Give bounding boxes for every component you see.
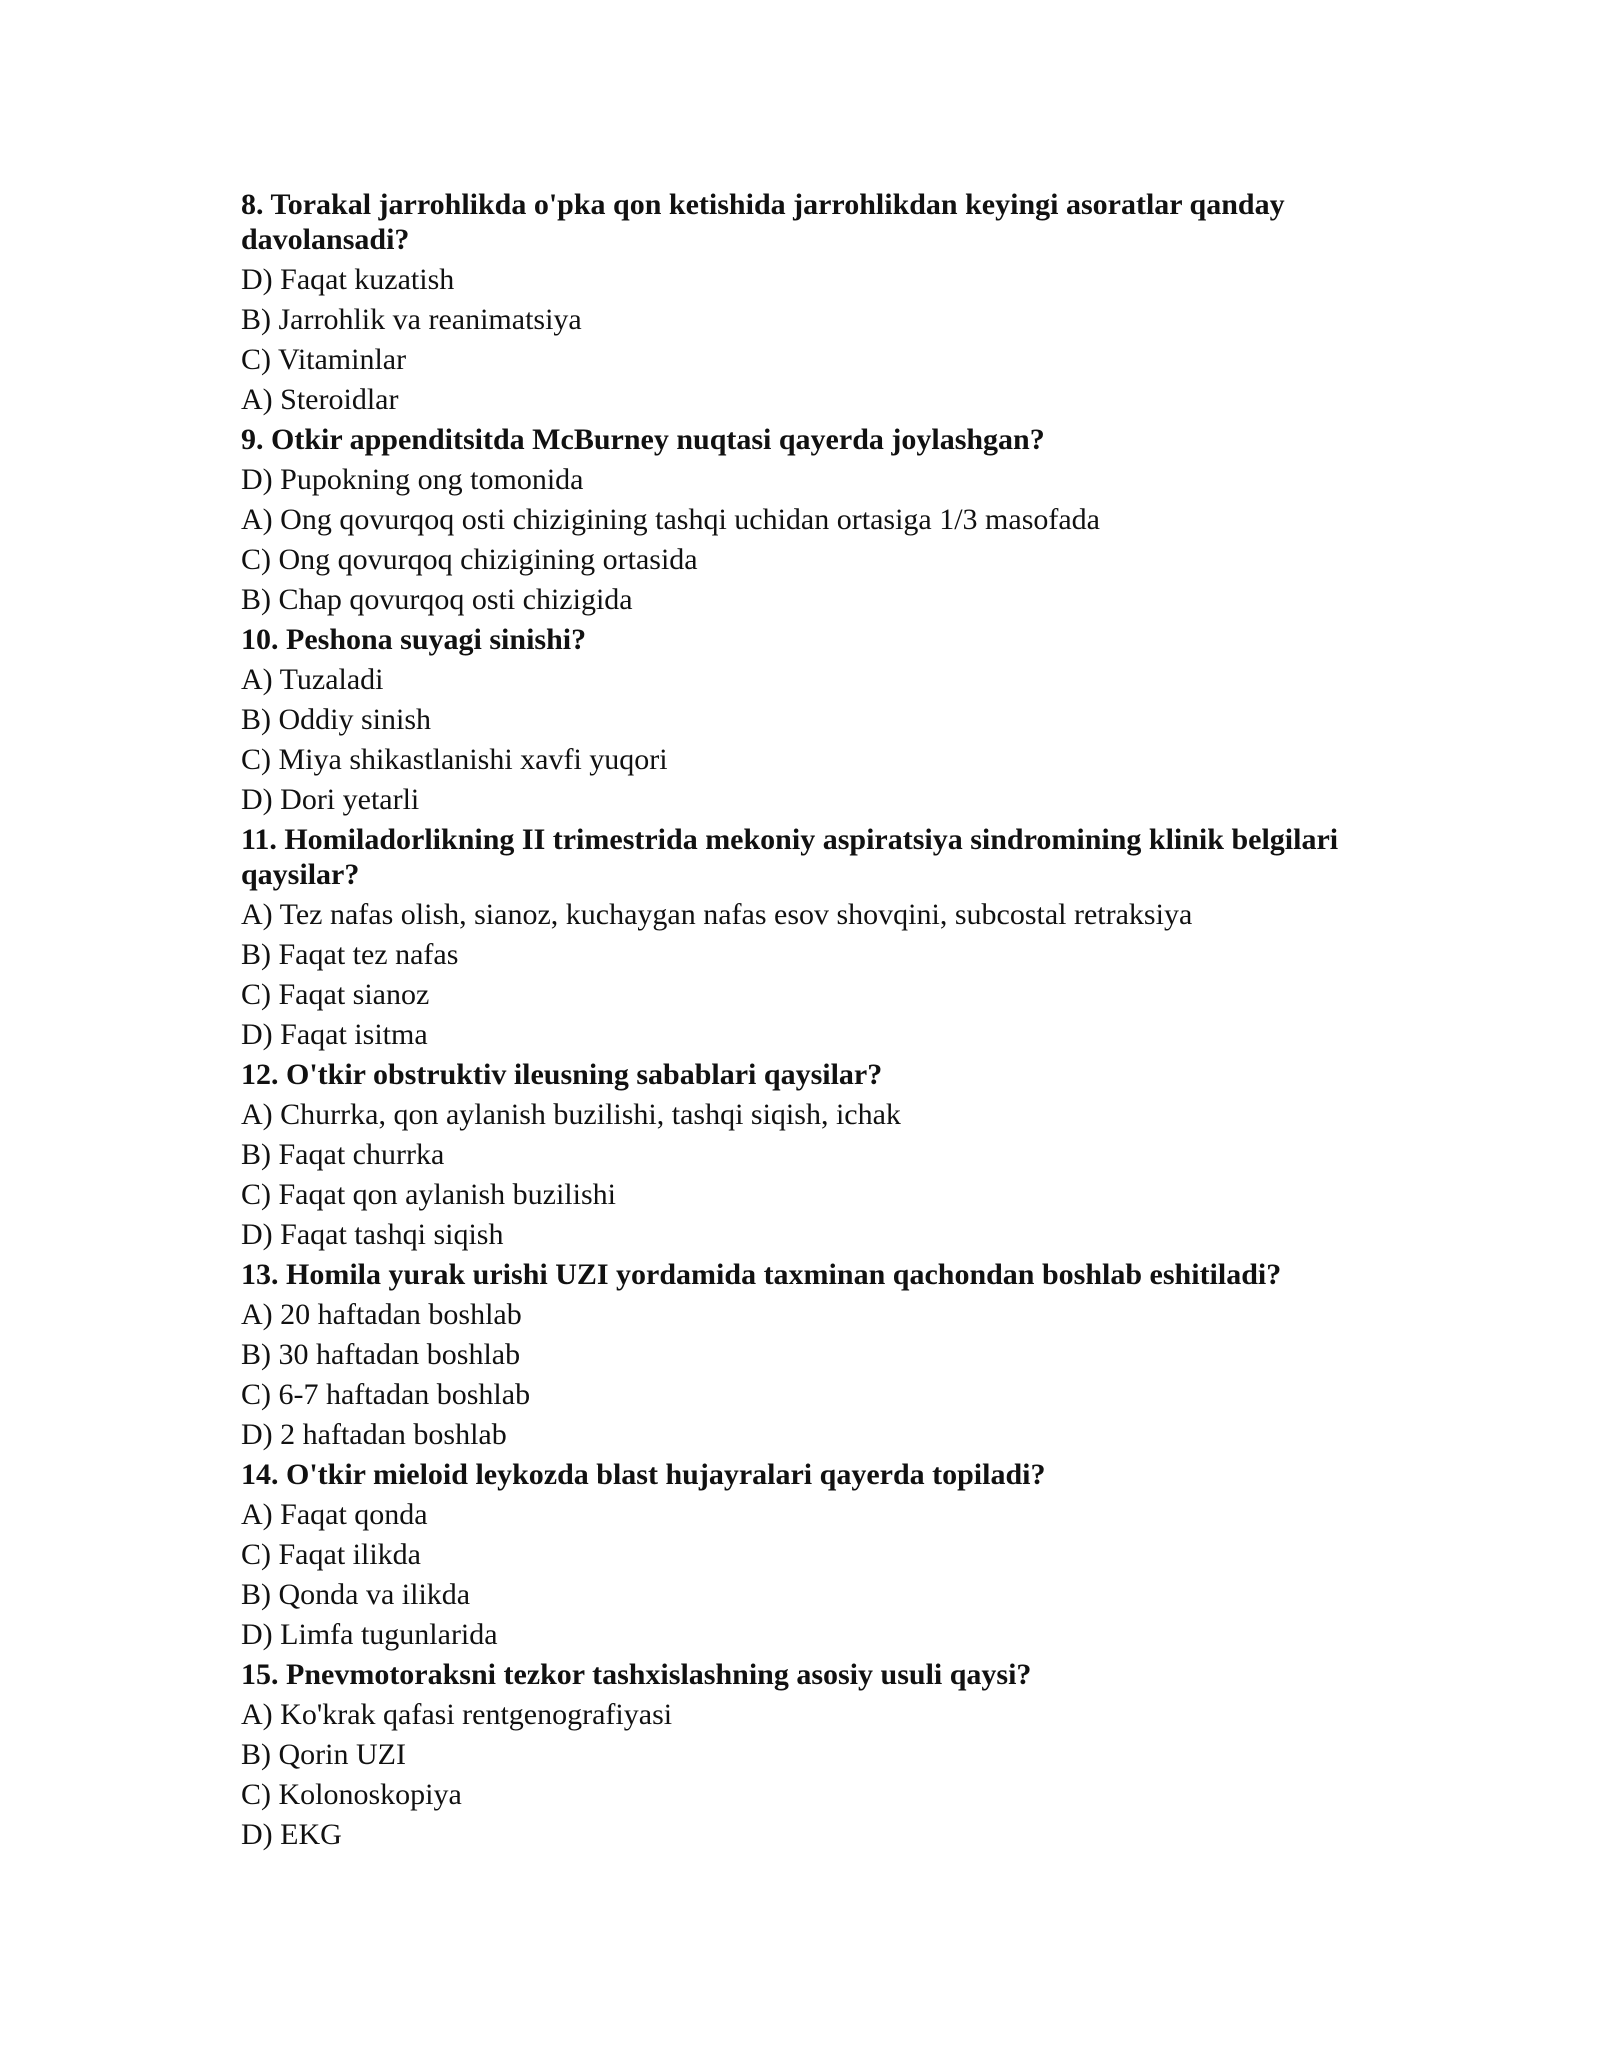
answer-option: A) 20 haftadan boshlab — [241, 1298, 522, 1331]
answer-option: D) Faqat kuzatish — [241, 263, 455, 296]
question-text: 11. Homiladorlikning II trimestrida mekoniy aspiratsiya sindromining klinik belgilari qaysilar? — [241, 823, 1339, 891]
answer-option: C) Faqat qon aylanish buzilishi — [241, 1178, 616, 1211]
answer-option: D) Pupokning ong tomonida — [241, 463, 584, 496]
answer-option: C) Ong qovurqoq chizigining ortasida — [241, 543, 698, 576]
question-text: 9. Otkir appenditsitda McBurney nuqtasi qayerda joylashgan? — [241, 423, 1045, 456]
answer-option: C) Vitaminlar — [241, 343, 407, 376]
answer-option: D) EKG — [241, 1818, 342, 1851]
answer-option: B) 30 haftadan boshlab — [241, 1338, 521, 1371]
answer-option: B) Jarrohlik va reanimatsiya — [241, 303, 582, 336]
answer-option: B) Faqat churrka — [241, 1138, 445, 1171]
document-page — [241, 187, 1421, 1857]
answer-option: D) Limfa tugunlarida — [241, 1618, 498, 1651]
answer-option: D) 2 haftadan boshlab — [241, 1418, 507, 1451]
answer-option: C) Kolonoskopiya — [241, 1778, 462, 1811]
question-block — [241, 822, 1421, 1052]
answer-option: A) Faqat qonda — [241, 1498, 428, 1531]
answer-option: D) Dori yetarli — [241, 783, 420, 816]
answer-option: C) Faqat ilikda — [241, 1538, 421, 1571]
answer-option: B) Faqat tez nafas — [241, 938, 459, 971]
answer-option: D) Faqat tashqi siqish — [241, 1218, 504, 1251]
answer-option: B) Qonda va ilikda — [241, 1578, 471, 1611]
question-block — [241, 1057, 1421, 1252]
answer-option: A) Tez nafas olish, sianoz, kuchaygan nafas esov shovqini, subcostal retraksiya — [241, 898, 1193, 931]
answer-option: A) Churrka, qon aylanish buzilishi, tashqi siqish, ichak — [241, 1098, 901, 1131]
answer-option: C) Faqat sianoz — [241, 978, 430, 1011]
question-block — [241, 1657, 1421, 1852]
answer-option: A) Tuzaladi — [241, 663, 384, 696]
answer-option: D) Faqat isitma — [241, 1018, 428, 1051]
question-text: 8. Torakal jarrohlikda o'pka qon ketishida jarrohlikdan keyingi asoratlar qanday davolansadi? — [241, 188, 1285, 256]
question-block — [241, 622, 1421, 817]
answer-option: B) Qorin UZI — [241, 1738, 406, 1771]
question-text: 12. O'tkir obstruktiv ileusning sabablari qaysilar? — [241, 1058, 883, 1091]
question-block — [241, 422, 1421, 617]
answer-option: C) Miya shikastlanishi xavfi yuqori — [241, 743, 668, 776]
question-block — [241, 1457, 1421, 1652]
answer-option: B) Oddiy sinish — [241, 703, 432, 736]
answer-option: B) Chap qovurqoq osti chizigida — [241, 583, 633, 616]
answer-option: A) Ong qovurqoq osti chizigining tashqi uchidan ortasiga 1/3 masofada — [241, 503, 1100, 536]
answer-option: A) Steroidlar — [241, 383, 399, 416]
question-block — [241, 1257, 1421, 1452]
question-text: 13. Homila yurak urishi UZI yordamida taxminan qachondan boshlab eshitiladi? — [241, 1258, 1282, 1291]
question-text: 15. Pnevmotoraksni tezkor tashxislashning asosiy usuli qaysi? — [241, 1658, 1032, 1691]
answer-option: A) Ko'krak qafasi rentgenografiyasi — [241, 1698, 673, 1731]
question-block — [241, 187, 1421, 417]
question-text: 10. Peshona suyagi sinishi? — [241, 623, 587, 656]
question-text: 14. O'tkir mieloid leykozda blast hujayralari qayerda topiladi? — [241, 1458, 1046, 1491]
answer-option: C) 6-7 haftadan boshlab — [241, 1378, 531, 1411]
